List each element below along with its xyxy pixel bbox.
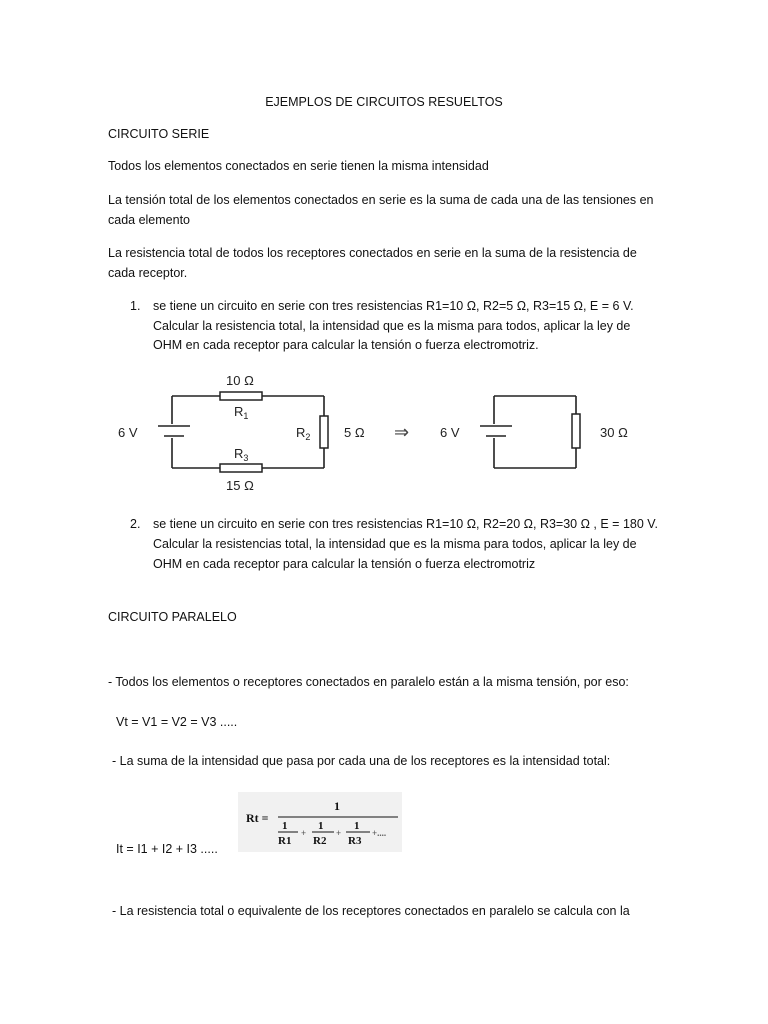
plus-sign: + bbox=[336, 828, 342, 838]
fraction-3-den: R3 bbox=[348, 835, 362, 847]
paragraph-line: La tensión total de los elementos conectados en serie es la suma de cada una de las tensiones en bbox=[108, 193, 654, 207]
current-equation: It = I1 + I2 + I3 ..... bbox=[116, 842, 218, 856]
resistor-r1 bbox=[220, 392, 262, 400]
list-item-line: Calcular la resistencia total, la intensidad que es la misma para todos, aplicar la ley de bbox=[153, 319, 631, 333]
eq-resistance-label: 30 Ω bbox=[600, 425, 628, 440]
r1-value-label: 10 Ω bbox=[226, 373, 254, 388]
fraction-3-num: 1 bbox=[354, 820, 360, 832]
list-number: 1. bbox=[130, 299, 141, 313]
fraction-2-den: R2 bbox=[313, 835, 327, 847]
plus-sign: + bbox=[301, 828, 307, 838]
list-item-line: se tiene un circuito en serie con tres resistencias R1=10 Ω, R2=20 Ω, R3=30 Ω , E = 180 V. bbox=[153, 517, 658, 531]
formula-numerator: 1 bbox=[334, 799, 340, 813]
paragraph: - La resistencia total o equivalente de los receptores conectados en paralelo se calcula con la bbox=[112, 904, 630, 918]
list-item-line: se tiene un circuito en serie con tres resistencias R1=10 Ω, R2=5 Ω, R3=15 Ω, E = 6 V. bbox=[153, 299, 634, 313]
circuit-svg bbox=[110, 362, 670, 496]
list-item-line: OHM en cada receptor para calcular la tensión o fuerza electromotriz. bbox=[153, 338, 539, 352]
r2-value-label: 5 Ω bbox=[344, 425, 365, 440]
paragraph-line: cada receptor. bbox=[108, 266, 188, 280]
paragraph: Todos los elementos conectados en serie tienen la misma intensidad bbox=[108, 159, 489, 173]
parallel-resistance-formula bbox=[238, 792, 402, 852]
equivalence-arrow-icon: ⇒ bbox=[394, 422, 410, 442]
list-item-line: OHM en cada receptor para calcular la tensión o fuerza electromotriz bbox=[153, 557, 536, 571]
section-heading-paralelo: CIRCUITO PARALELO bbox=[108, 610, 237, 624]
r1-label: $R_1$ bbox=[234, 404, 249, 421]
list-item-line: Calcular la resistencias total, la intensidad que es la misma para todos, aplicar la ley de bbox=[153, 537, 637, 551]
r2-label: $R_2$ bbox=[296, 425, 311, 442]
fraction-1-num: 1 bbox=[282, 820, 288, 832]
r3-label: $R_3$ bbox=[234, 446, 249, 463]
paragraph-line: cada elemento bbox=[108, 213, 191, 227]
resistor-r2 bbox=[320, 416, 328, 448]
fraction-1-den: R1 bbox=[278, 835, 292, 847]
formula-tail: +.... bbox=[372, 828, 387, 838]
list-number: 2. bbox=[130, 517, 141, 531]
resistor-r3 bbox=[220, 464, 262, 472]
r3-value-label: 15 Ω bbox=[226, 478, 254, 493]
formula-lhs: Rt = bbox=[246, 811, 269, 825]
formula-svg bbox=[238, 792, 402, 852]
section-heading-serie: CIRCUITO SERIE bbox=[108, 127, 210, 141]
eq-source-voltage-label: 6 V bbox=[440, 425, 460, 440]
voltage-equation: Vt = V1 = V2 = V3 ..... bbox=[116, 715, 238, 729]
paragraph: - La suma de la intensidad que pasa por cada una de los receptores es la intensidad total: bbox=[112, 754, 611, 768]
source-voltage-label: 6 V bbox=[118, 425, 138, 440]
paragraph-line: La resistencia total de todos los receptores conectados en serie en la suma de la resistencia de bbox=[108, 246, 637, 260]
paragraph: - Todos los elementos o receptores conectados en paralelo están a la misma tensión, por eso: bbox=[108, 675, 629, 689]
series-circuit-diagram bbox=[110, 362, 670, 496]
document-title: EJEMPLOS DE CIRCUITOS RESUELTOS bbox=[265, 95, 503, 109]
fraction-2-num: 1 bbox=[318, 820, 324, 832]
resistor-equivalent bbox=[572, 414, 580, 448]
